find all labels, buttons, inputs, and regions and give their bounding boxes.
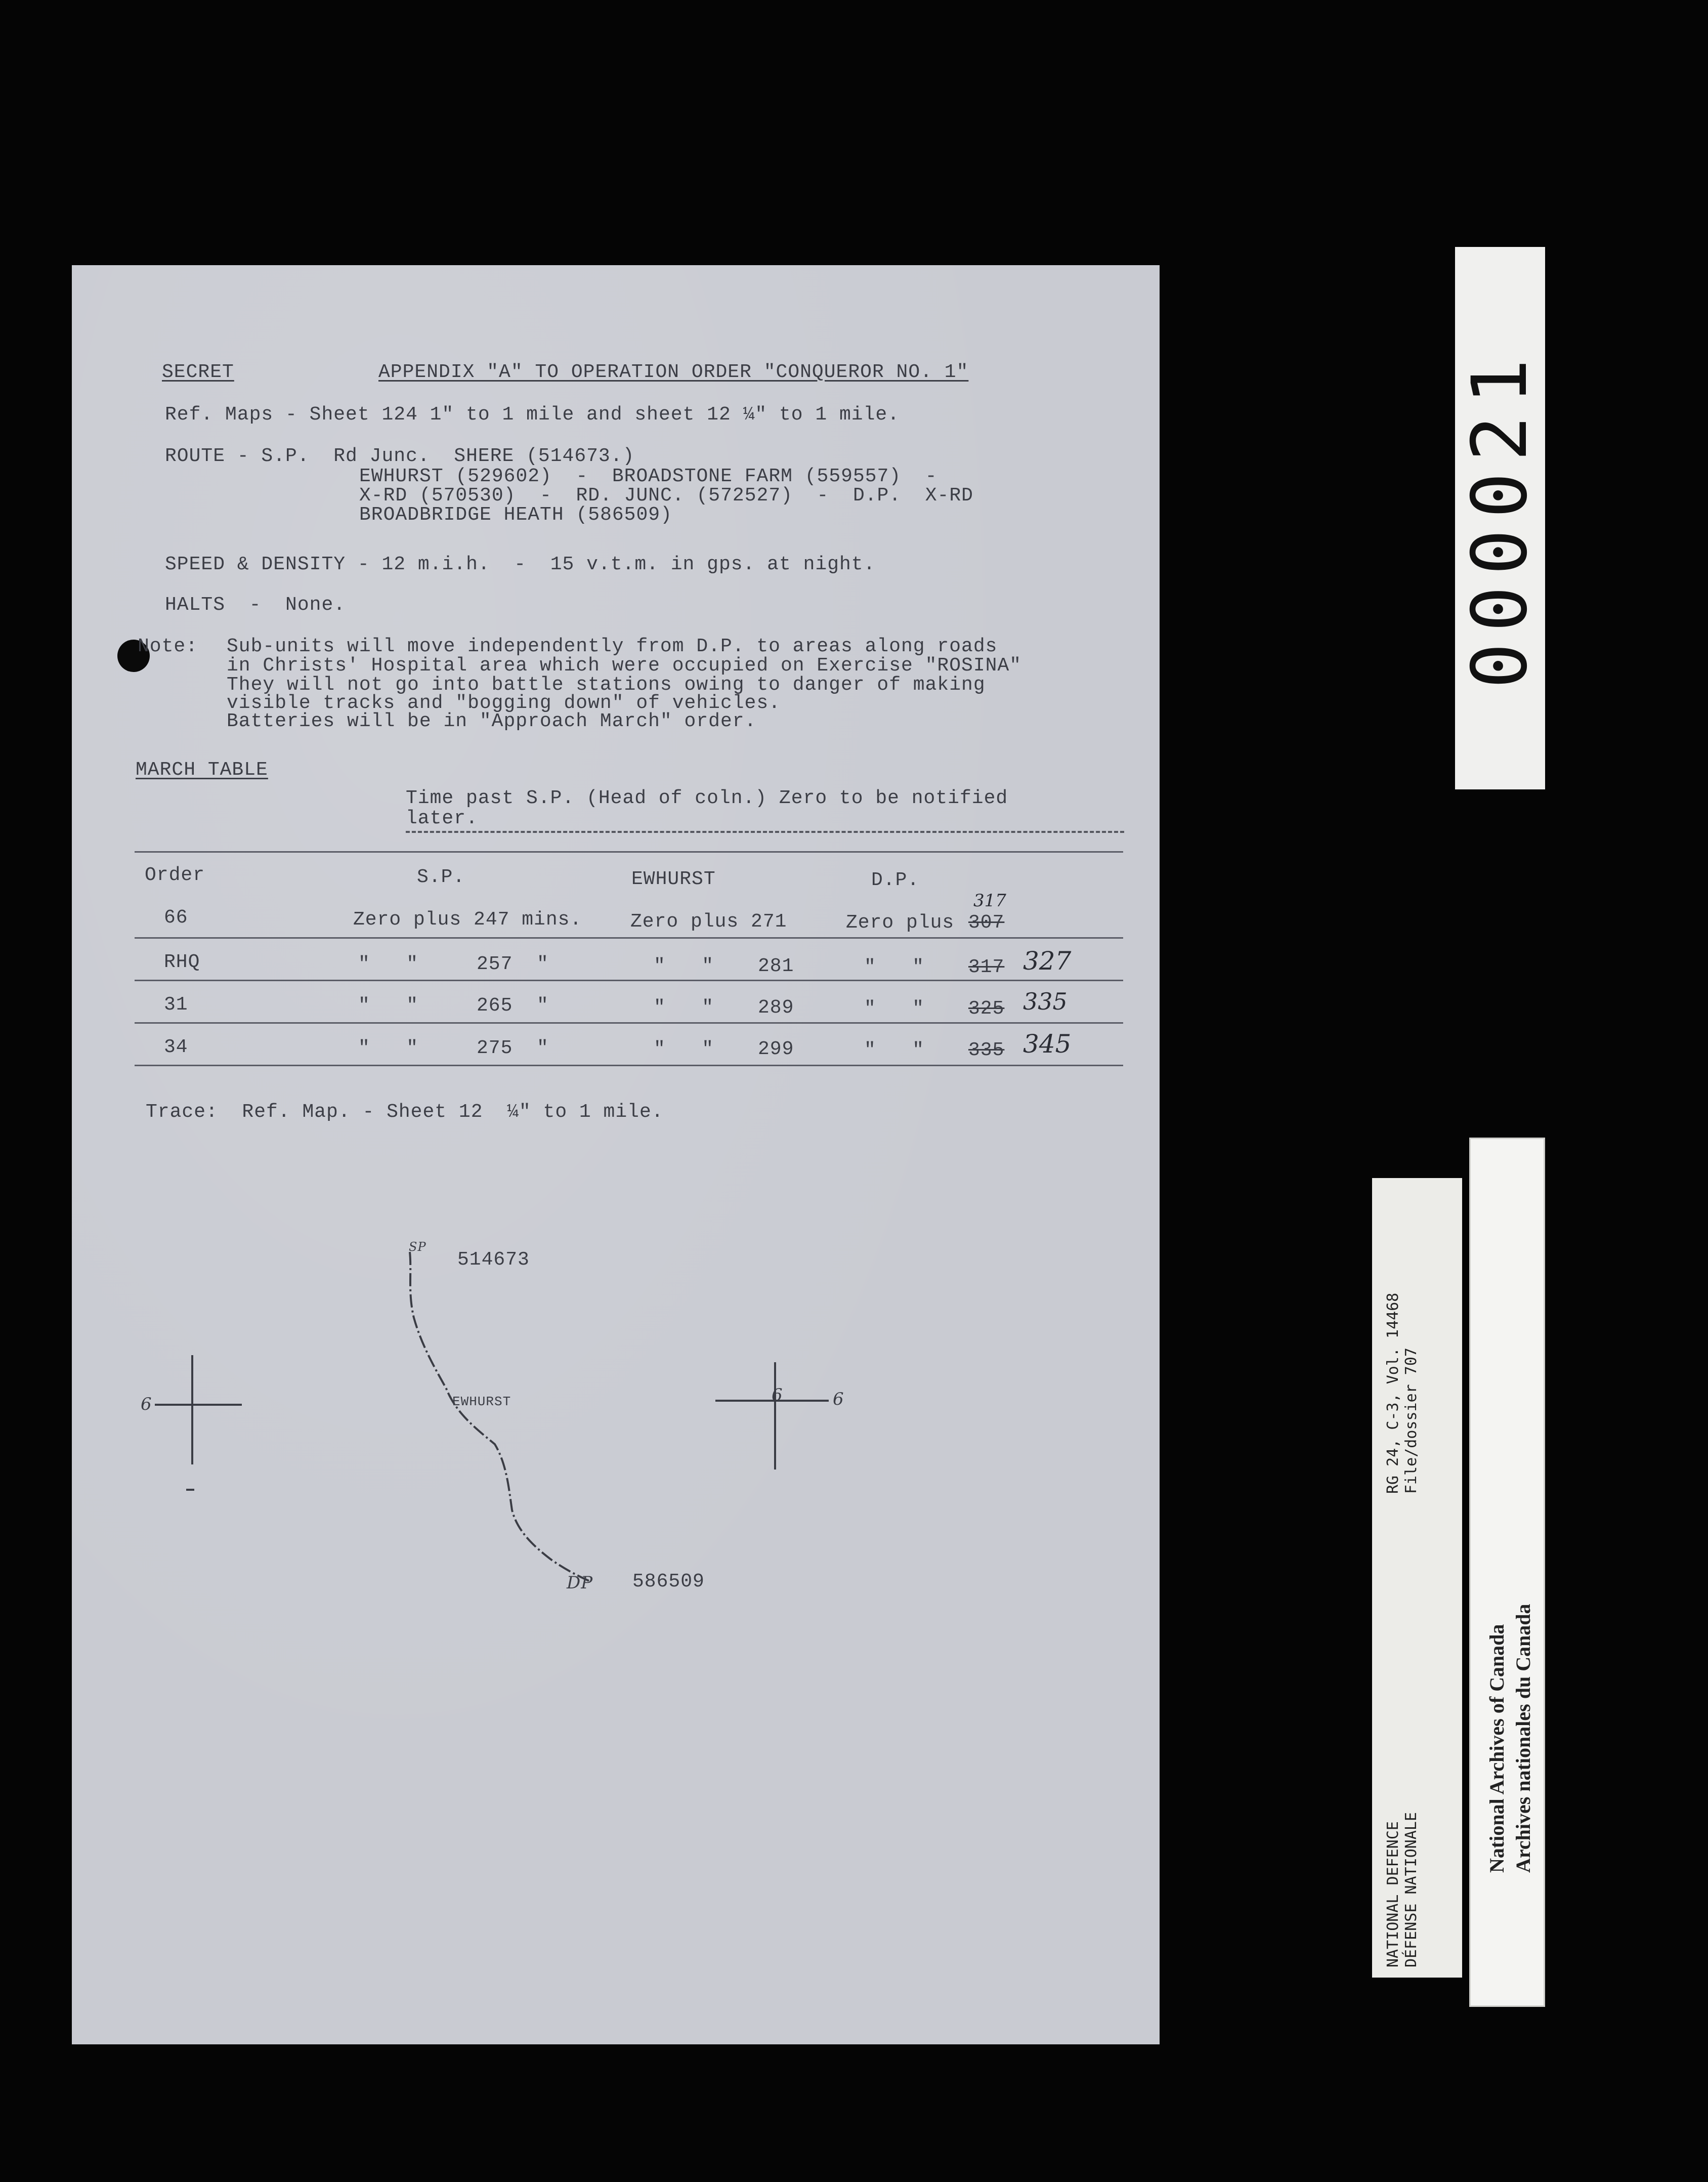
table-cell-order: 66 (164, 907, 188, 929)
table-cell-dp-ditto: " " (864, 998, 925, 1020)
table-cell-dp-handwritten: 345 (1023, 1029, 1072, 1059)
table-cell-dp-typed: 317 (968, 956, 1005, 978)
grid-cross-right (715, 1362, 829, 1470)
route-line: X-RD (570530) - RD. JUNC. (572527) - D.P. X-RD (359, 485, 973, 507)
archive-name-en: National Archives of Canada (1485, 1624, 1508, 1873)
trace-dp-label: DP (567, 1573, 593, 1593)
table-cell-sp-ditto: " " (358, 995, 419, 1017)
trace-dp-ref: 586509 (632, 1571, 705, 1592)
archive-reference-label (1372, 1178, 1462, 1978)
table-cell-dp-handwritten: 327 (1023, 946, 1072, 976)
table-cell-sp: 265 " (477, 995, 549, 1017)
trace-ewhurst-label: EWHURST (452, 1394, 511, 1409)
grid-label-centre: 6 (772, 1385, 783, 1405)
halts: HALTS - None. (165, 594, 346, 616)
table-cell-ewhurst-ditto: " " (654, 997, 714, 1019)
table-cell-sp: 257 " (477, 953, 549, 975)
trace-sp-label: SP (409, 1240, 426, 1254)
table-cell-ewhurst-ditto: " " (654, 955, 714, 977)
archive-name-fr: Archives nationales du Canada (1512, 1604, 1534, 1873)
route-line: EWHURST (529602) - BROADSTONE FARM (559557) - (359, 466, 937, 487)
time-note: later. (406, 808, 478, 829)
note-line: Sub-units will move independently from D.P. to areas along roads (227, 636, 998, 657)
column-header: EWHURST (631, 868, 716, 890)
table-cell-ewhurst: 281 (758, 955, 794, 977)
note-line: visible tracks and "bogging down" of vehicles. (227, 692, 781, 714)
column-header: D.P. (871, 869, 920, 891)
table-cell-order: 34 (164, 1036, 188, 1058)
table-cell-ewhurst-ditto: " " (654, 1038, 714, 1060)
grid-cross-left (155, 1355, 242, 1490)
grid-label-right: 6 (833, 1389, 844, 1409)
archive-file: File/dossier 707 (1402, 1348, 1420, 1494)
archive-record-group: RG 24, C-3, Vol. 14468 (1384, 1292, 1402, 1494)
note-line: They will not go into battle stations owing to danger of making (227, 674, 986, 696)
archive-department: NATIONAL DEFENCE (1384, 1821, 1402, 1967)
route-line: BROADBRIDGE HEATH (586509) (359, 504, 672, 526)
table-cell-order: 31 (164, 994, 188, 1016)
table-cell-sp-ditto: " " (358, 953, 419, 975)
table-cell-dp-ditto: " " (864, 1039, 925, 1061)
trace-sp-ref: 514673 (457, 1249, 530, 1271)
route-trace-map (72, 265, 1160, 2044)
archive-department-fr: DÉFENSE NATIONALE (1402, 1812, 1420, 1967)
table-cell-ewhurst: 299 (758, 1038, 794, 1060)
table-cell-sp: Zero plus 247 mins. (353, 909, 582, 931)
march-table-title: MARCH TABLE (136, 759, 268, 781)
table-cell-dp-typed: 335 (968, 1039, 1005, 1061)
table-cell-dp-ditto: " " (864, 956, 925, 978)
document-title: APPENDIX "A" TO OPERATION ORDER "CONQUEROR NO. 1" (378, 361, 969, 383)
table-cell-sp: 275 " (477, 1037, 549, 1059)
table-cell-dp-typed: 307 (968, 912, 1005, 934)
note-label: Note: (138, 636, 198, 657)
document-page (72, 265, 1160, 2044)
table-cell-dp-handwritten: 317 (973, 891, 1006, 911)
speed-density: SPEED & DENSITY - 12 m.i.h. - 15 v.t.m. in gps. at night. (165, 554, 876, 575)
route-line: ROUTE - S.P. Rd Junc. SHERE (514673.) (165, 445, 635, 467)
table-cell-dp-typed: 325 (968, 998, 1005, 1020)
table-cell-dp-handwritten: 335 (1023, 988, 1068, 1015)
archive-name-label (1469, 1138, 1545, 2007)
trace-caption: Trace: Ref. Map. - Sheet 12 ¼" to 1 mile. (146, 1101, 664, 1123)
frame-number: 000021 (1456, 348, 1544, 689)
route-line (410, 1249, 589, 1581)
note-line: Batteries will be in "Approach March" order. (227, 710, 757, 732)
note-line: in Christs' Hospital area which were occupied on Exercise "ROSINA" (227, 655, 1022, 677)
table-cell-sp-ditto: " " (358, 1037, 419, 1059)
frame-number-stamp (1455, 247, 1545, 789)
table-cell-order: RHQ (164, 951, 200, 973)
table-cell-dp: Zero plus (846, 912, 955, 934)
ref-maps: Ref. Maps - Sheet 124 1" to 1 mile and sheet 12 ¼" to 1 mile. (165, 404, 900, 426)
column-header: Order (145, 864, 205, 886)
table-cell-ewhurst: 289 (758, 997, 794, 1019)
classification: SECRET (162, 361, 234, 383)
table-cell-ewhurst: Zero plus 271 (630, 911, 787, 933)
time-note: Time past S.P. (Head of coln.) Zero to be notified (406, 787, 1008, 809)
column-header: S.P. (417, 866, 465, 888)
grid-label-left: 6 (141, 1394, 152, 1414)
